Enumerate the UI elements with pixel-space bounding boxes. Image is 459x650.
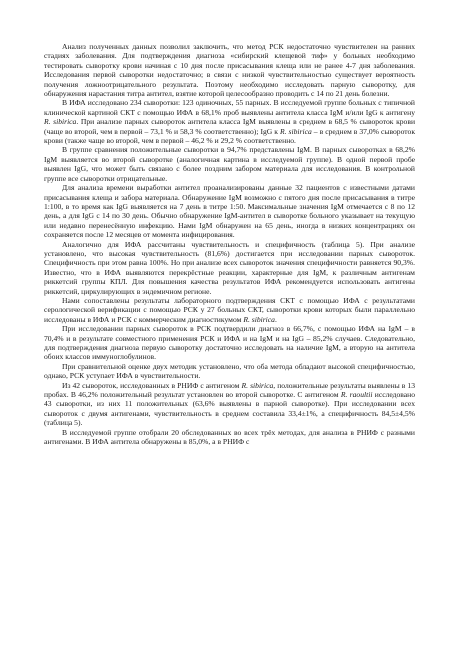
paragraph-1: Анализ полученных данных позволил заключить, что метод РСК недостаточно чувствителен на ранних стадиях заболевания. Для подтверждения диагноза «сибирский клещевой тиф» у больных необходимо тестировать сыворотку крови начиная с 10 дня после присасывания клеща или не ранее 4-7 дня заболевания. Исследования первой сыворотки недостаточно; в связи с низкой чувствительностью существует вероятность получения ложноотрицательного результата. Поэтому необходимо исследовать парную сыворотку, для обнаружения нарастания титра антител, взятие которой целесообразно проводить с 14 по 21 день болезни. bbox=[44, 42, 415, 99]
paragraph-6: Нами сопоставлены результаты лабораторного подтверждения СКТ с помощью ИФА с результатами серологической верификации с помощью РСК у 27 больных СКТ, сыворотки крови которых были параллельно исследованы в ИФА и РСК с коммерческим диагностикумом R. sibirica. bbox=[44, 295, 415, 324]
paragraph-7: При исследовании парных сывороток в РСК подтвердили диагноз в 66,7%, с помощью ИФА на IgM – в 70,4% и в результате совместного применения РСК и ИФА и на IgM и на IgG – 85,2% случаев. Следовательно, для подтверждения диагноза первую сыворотку достаточно исследовать на наличие IgM, а вторую на антитела обоих классов иммуноглобулинов. bbox=[44, 324, 415, 362]
paragraph-2: В ИФА исследовано 234 сыворотки: 123 одиночных, 55 парных. В исследуемой группе больных с типичной клинической картиной СКТ с помощью ИФА в 68,1% проб выявлены антитела класса IgM и/или IgG к антигену R. sibirica. При анализе парных сывороток антитела класса IgM выявлены в среднем в 68,5 % сывороток крови (чаще во второй, чем в первой – 73,1 % и 58,3 % соответственно); IgG к R. sibirica – в среднем в 37,0% сывороток крови (также чаще во второй, чем в первой – 46,2 % и 29,2 % соответственно. bbox=[44, 98, 416, 146]
paragraph-8: При сравнительной оценке двух методик установлено, что оба метода обладают высокой специфичностью, однако, РСК уступает ИФА в чувствительности. bbox=[44, 361, 415, 381]
paragraph-4: Для анализа времени выработки антител проанализированы данные 32 пациентов с известными датами присасывания клеща и забора материала. Обнаружение IgM возможно с пятого дня после присасывания в титре 1:100, в то время как IgG выявляется на 7 день в титре 1:50. Максимальные значения IgM отмечается с 8 по 12 день, а для IgG с 14 по 30 день. Обычно обнаружение IgM-антител в сыворотке больного указывает на текущую или недавно перенесённую инфекцию. Нами IgM обнаружен на 65 день, иногда в низких концентрациях он сохраняется после 12 месяцев от момента инфицирования. bbox=[44, 183, 415, 240]
paragraph-10: В исследуемой группе отобрали 20 обследованных во всех трёх методах, для анализа в РНИФ с разными антигенами. В ИФА антитела обнаружены в 85,0%, а в РНИФ с bbox=[44, 427, 415, 447]
paragraph-5: Аналогично для ИФА рассчитаны чувствительность и специфичность (таблица 5). При анализе установлено, что высокая чувствительность (81,6%) достигается при исследовании парных сывороток. Специфичность при этом равна 100%. Но при анализе всех сывороток значения специфичности равняется 90,3%. Известно, что в ИФА выявляются перекрёстные реакции, характерные для IgM, к различным антигенам риккетсий группы КПЛ. Для повышения качества результатов ИФА рекомендуется использовать антигены риккетсий, циркулирующих в эндемичном регионе. bbox=[44, 239, 415, 296]
paragraph-3: В группе сравнения положительные сыворотки в 94,7% представлены IgM. В парных сыворотках в 68,2% IgM выявляется во второй сыворотке (аналогичная картина в исследуемой группе). В одной первой пробе выявлен IgG, что может быть связано с более поздним забором материала для исследования. В контрольной группе все сыворотки отрицательные. bbox=[44, 145, 415, 183]
paragraph-9: Из 42 сывороток, исследованных в РНИФ с антигеном R. sibirica, положительные результаты выявлены в 13 пробах. В 46,2% положительный результат установлен во второй сыворотке. С антигеном R. raoultii исследовано 43 сыворотки, из них 11 положительных (63,6% выявлены в парной сыворотке). При исследовании всех сывороток с двумя антигенами, чувствительность в среднем составила 33,4±1%, а специфичность 84,5±4,5% (таблица 5). bbox=[44, 380, 416, 428]
